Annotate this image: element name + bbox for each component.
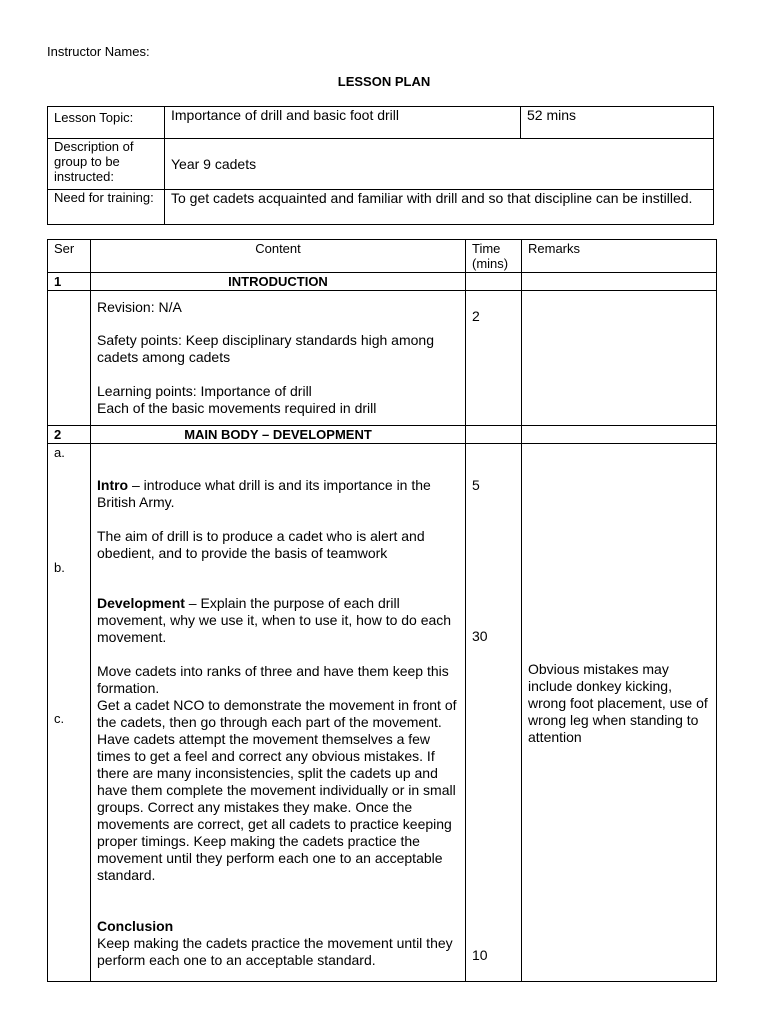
header-time: Time (mins) [466, 240, 522, 273]
ranks-paragraph: Move cadets into ranks of three and have them keep this formation. [97, 663, 449, 696]
nco-paragraph: Get a cadet NCO to demonstrate the movement in front of the cadets, then go through each part of the movement. Have cadets attempt the movement themselves a few times to get a feel and correct any obvious mistakes. If there are many inconsistencies, split the cadets up and have them complete the movement individually or in small groups. Correct any mistakes they make. Once the movements are correct, get all cadets to practice keeping proper timings. Keep making the cadets practice the movement until they perform each one to an acceptable standard. [97, 697, 457, 883]
sub-item-b: b. [54, 560, 65, 575]
development-paragraph [97, 595, 459, 646]
need-row [48, 190, 714, 225]
aim-paragraph: The aim of drill is to produce a cadet who is alert and obedient, and to provide the basis of teamwork [97, 528, 425, 561]
revision-text: Revision: N/A [97, 299, 182, 315]
remarks-text: Obvious mistakes may include donkey kicking, wrong foot placement, use of wrong leg when standing to attention [528, 661, 708, 745]
introduction-content [91, 291, 466, 426]
header-ser: Ser [48, 240, 91, 273]
section-number: 2 [48, 426, 91, 444]
instructor-names-label: Instructor Names: [47, 44, 150, 59]
lesson-content-table [47, 239, 717, 982]
intro-label: Intro [97, 477, 129, 493]
group-value: Year 9 cadets [165, 139, 714, 190]
section-number: 1 [48, 273, 91, 291]
section-title: INTRODUCTION [91, 273, 466, 291]
page-title: LESSON PLAN [337, 74, 431, 89]
section-body-introduction [48, 291, 717, 426]
content-header-row [48, 240, 717, 273]
lesson-topic-label: Lesson Topic: [48, 107, 165, 139]
learning-points-text: Learning points: Importance of drill [97, 383, 312, 399]
sub-item-c: c. [54, 711, 65, 726]
group-row [48, 139, 714, 190]
section-header-main-body [48, 426, 717, 444]
conclusion-text: Keep making the cadets practice the movement until they perform each one to an acceptable standard. [97, 935, 453, 968]
section-body-main [48, 444, 717, 982]
lesson-topic-row [48, 107, 714, 139]
intro-time: 5 [472, 477, 480, 493]
header-content: Content [91, 240, 466, 273]
learning-points-text-2: Each of the basic movements required in drill [97, 400, 377, 416]
introduction-time: 2 [472, 308, 480, 324]
main-body-content [91, 444, 466, 982]
header-remarks: Remarks [522, 240, 717, 273]
conclusion-label: Conclusion [97, 918, 174, 934]
development-text: – Explain the purpose of each drill movement, why we use it, when to use it, how to do each movement. [97, 595, 452, 645]
lesson-topic-value: Importance of drill and basic foot drill [165, 107, 521, 139]
lesson-duration: 52 mins [521, 107, 714, 139]
conclusion-time: 10 [472, 947, 488, 963]
development-time: 30 [472, 628, 488, 644]
section-title: MAIN BODY – DEVELOPMENT [91, 426, 466, 444]
safety-points-text: Safety points: Keep disciplinary standards high among cadets among cadets [97, 332, 434, 365]
section-header-introduction [48, 273, 717, 291]
lesson-info-table [47, 106, 714, 225]
need-label: Need for training: [48, 190, 165, 225]
group-label: Description of group to be instructed: [48, 139, 165, 190]
intro-paragraph [97, 477, 459, 511]
development-label: Development [97, 595, 185, 611]
need-value: To get cadets acquainted and familiar with drill and so that discipline can be instilled. [165, 190, 714, 225]
sub-item-a: a. [54, 445, 65, 460]
intro-text: – introduce what drill is and its importance in the British Army. [97, 477, 431, 510]
